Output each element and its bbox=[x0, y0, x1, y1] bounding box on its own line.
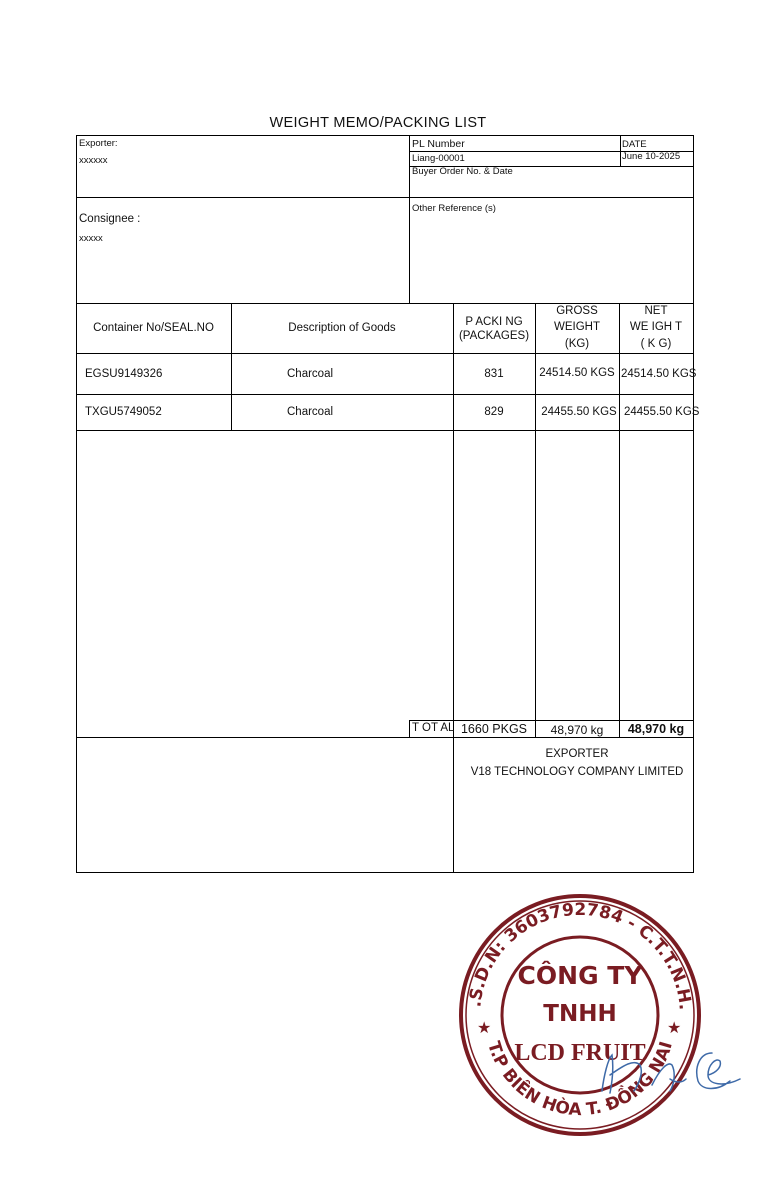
col-line-4 bbox=[619, 303, 620, 737]
exporter-label: Exporter: bbox=[79, 138, 118, 149]
total-left-line bbox=[409, 720, 410, 737]
date-value: June 10-2025 bbox=[622, 151, 681, 162]
document-title: WEIGHT MEMO/PACKING LIST bbox=[269, 115, 487, 131]
row-1-gross: 24514.50 KGS bbox=[539, 367, 615, 379]
row-2-container: TXGU5749052 bbox=[85, 406, 162, 418]
header-net-2: WE IGH T bbox=[629, 321, 683, 333]
row-2-packages: 829 bbox=[484, 406, 504, 418]
pl-number-value: Liang-00001 bbox=[412, 153, 465, 164]
stamp-star-right-icon: ★ bbox=[667, 1018, 682, 1037]
total-top-line bbox=[409, 720, 694, 721]
stamp-bottom-text: T.P BIÊN HÒA T. ĐỒNG NAI bbox=[483, 1039, 677, 1121]
row-1-net: 24514.50 KGS bbox=[621, 368, 697, 380]
header-description: Description of Goods bbox=[288, 322, 396, 334]
stamp-line-1: CÔNG TY bbox=[517, 961, 643, 990]
total-gross: 48,970 kg bbox=[550, 723, 604, 737]
pl-number-label: PL Number bbox=[412, 138, 465, 150]
header-row-line bbox=[76, 353, 694, 354]
row-1-container: EGSU9149326 bbox=[85, 368, 163, 380]
frame-bottom-line bbox=[76, 872, 694, 873]
total-net: 48,970 kg bbox=[627, 722, 685, 736]
buyer-order-label: Buyer Order No. & Date bbox=[412, 166, 513, 177]
header-divider bbox=[409, 135, 410, 304]
header-net-1: NET bbox=[644, 305, 668, 317]
header-net-3: ( K G) bbox=[640, 338, 672, 350]
header-packing-2: (PACKAGES) bbox=[458, 330, 530, 342]
header-gross-1: GROSS bbox=[556, 305, 598, 317]
signature-company: V18 TECHNOLOGY COMPANY LIMITED bbox=[470, 766, 684, 778]
header-packing-1: P ACKI NG bbox=[465, 316, 523, 328]
frame-left-line bbox=[76, 135, 77, 873]
date-label: DATE bbox=[622, 139, 647, 150]
consignee-value: xxxxx bbox=[79, 233, 103, 244]
row-1-packages: 831 bbox=[484, 368, 504, 380]
stamp-line-3: LCD FRUIT bbox=[514, 1040, 646, 1066]
exporter-bottom-line bbox=[76, 197, 694, 198]
frame-right-line bbox=[693, 135, 694, 873]
row-2-net: 24455.50 KGS bbox=[624, 406, 700, 418]
consignee-label: Consignee : bbox=[79, 213, 141, 225]
signature-label: EXPORTER bbox=[545, 748, 609, 760]
total-label: T OT AL bbox=[412, 722, 455, 734]
total-packages: 1660 PKGS bbox=[460, 722, 527, 736]
stamp-line-2: TNHH bbox=[543, 1001, 617, 1027]
other-reference-label: Other Reference (s) bbox=[412, 203, 496, 214]
row-2-description: Charcoal bbox=[287, 406, 334, 418]
header-gross-3: (KG) bbox=[564, 338, 590, 350]
col-line-2 bbox=[453, 303, 454, 873]
stamp-ring-text: .S.D.N: 3603792784 - C.T.T.N.H. bbox=[465, 899, 695, 1011]
frame-top-line bbox=[76, 135, 694, 136]
row-2-gross: 24455.50 KGS bbox=[541, 406, 617, 418]
stamp-star-left-icon: ★ bbox=[477, 1018, 492, 1037]
exporter-value: xxxxxx bbox=[79, 155, 108, 166]
row-2-line bbox=[76, 430, 693, 431]
signature-scribble bbox=[590, 1035, 760, 1105]
consignee-bottom-line bbox=[76, 303, 694, 304]
header-gross-2: WEIGHT bbox=[554, 321, 600, 333]
row-1-description: Charcoal bbox=[287, 368, 334, 380]
row-1-line bbox=[76, 394, 694, 395]
header-container: Container No/SEAL.NO bbox=[93, 322, 214, 334]
